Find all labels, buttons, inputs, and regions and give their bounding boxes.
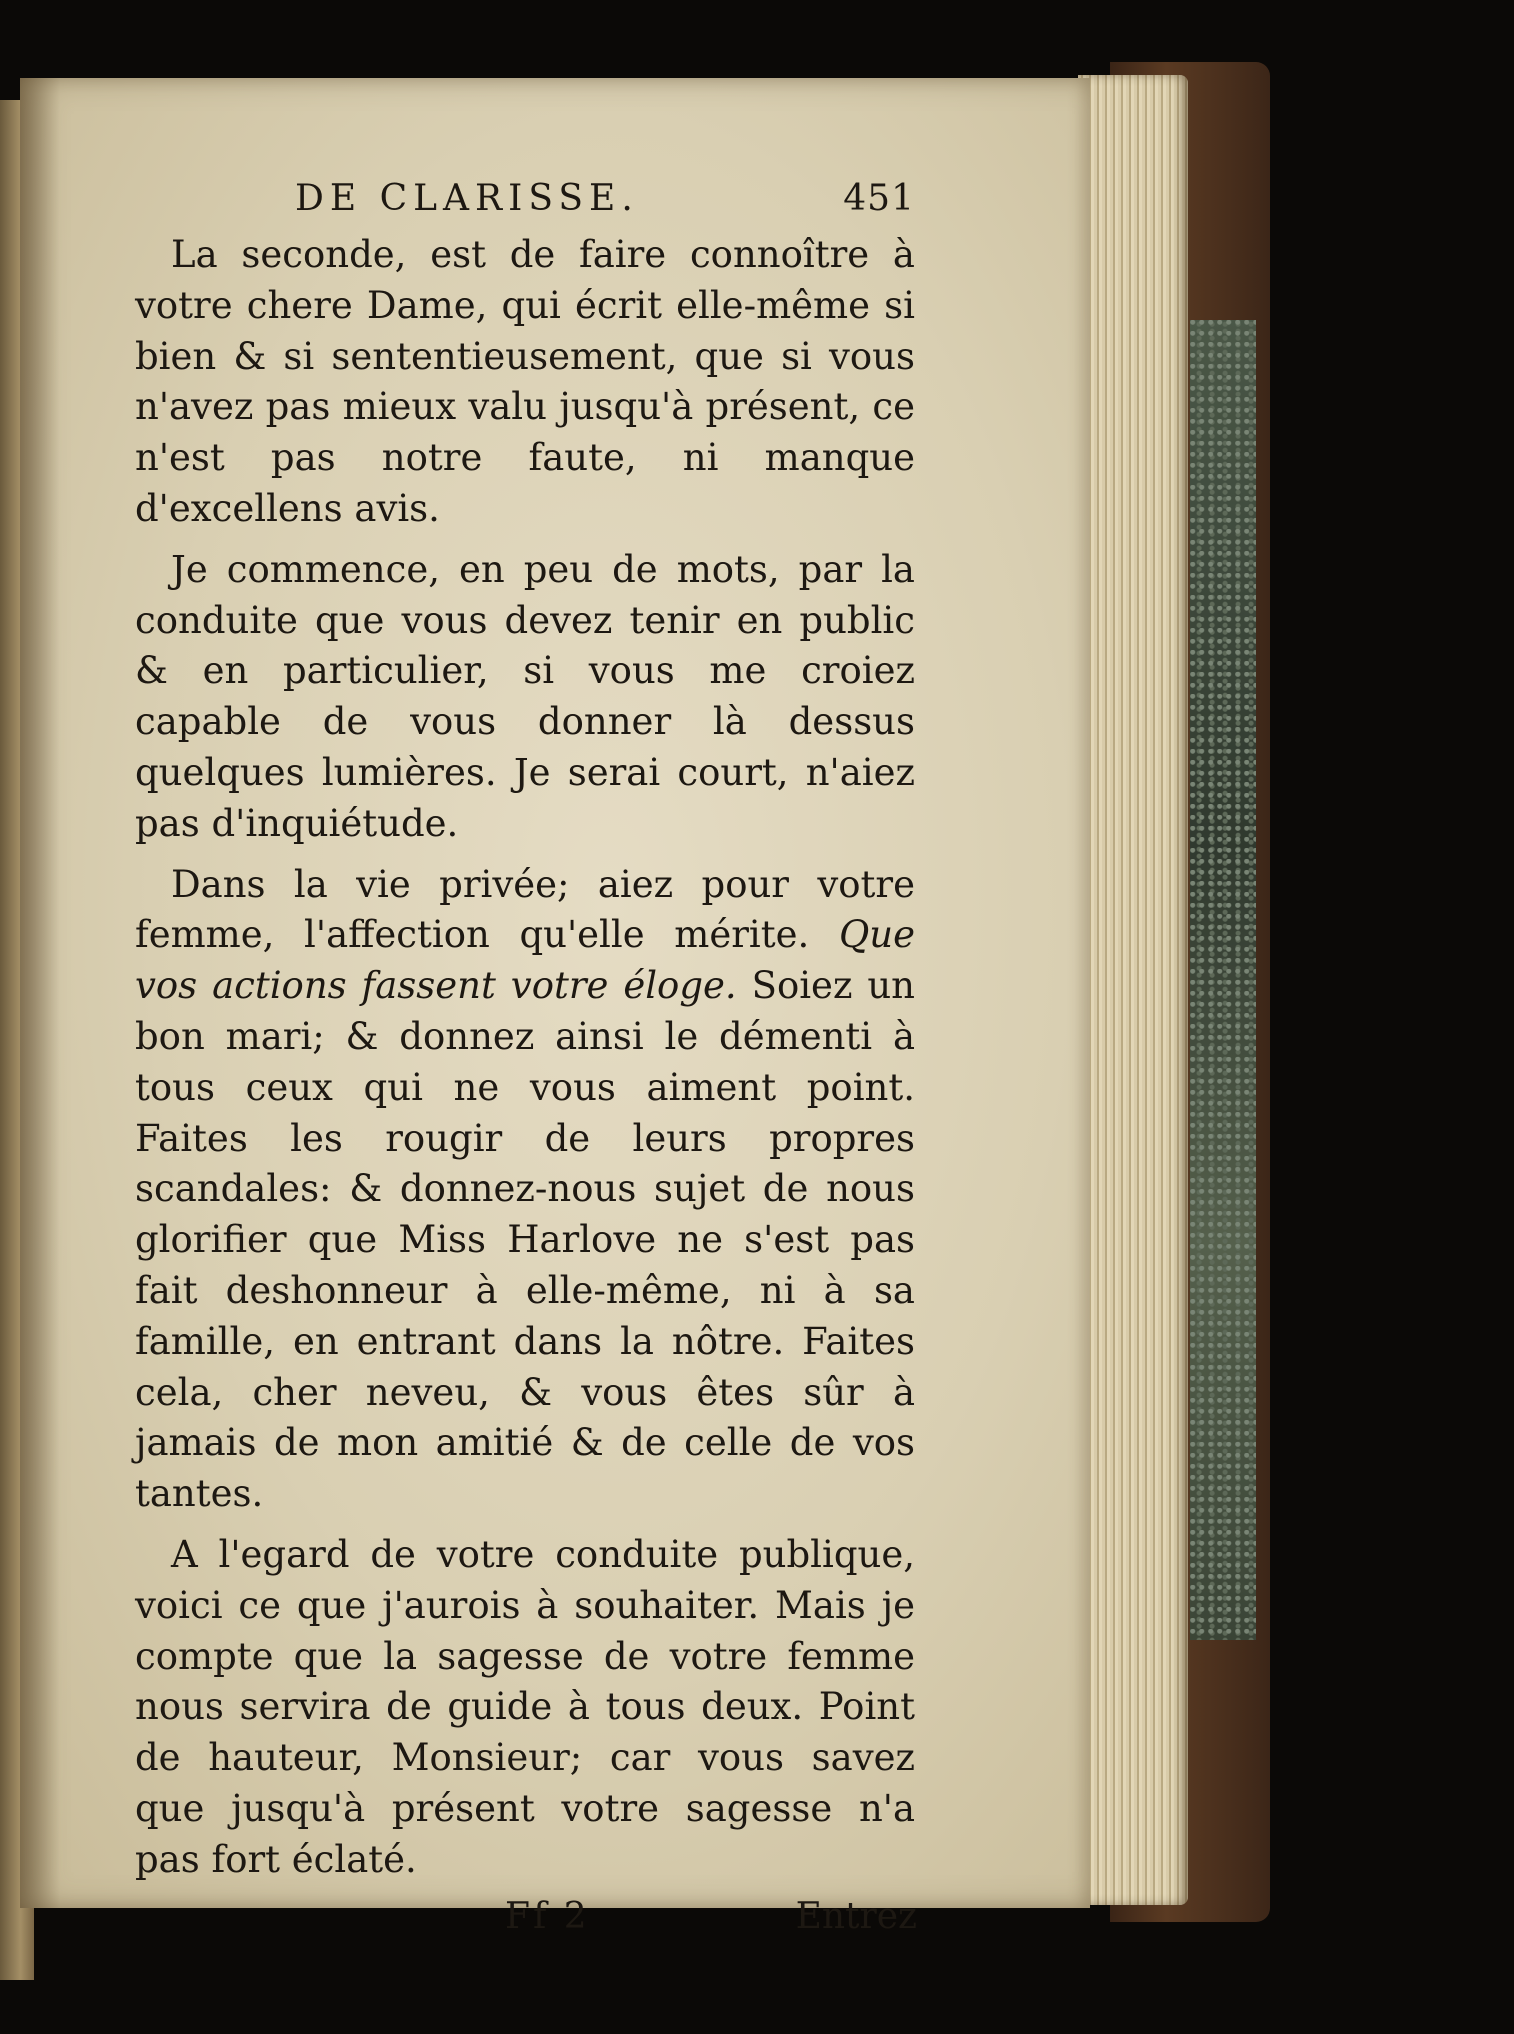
running-title: DE CLARISSE. [295, 178, 639, 219]
marbled-board [1190, 320, 1256, 1640]
catchword: Entrez [795, 1895, 917, 1937]
page-footer [135, 1896, 915, 1952]
signature-mark: Ff 2 [505, 1895, 590, 1937]
page-number: 451 [843, 178, 915, 219]
paragraph-4: A l'egard de votre conduite publique, voici ce que j'aurois à souhaiter. Mais je compte que la sagesse de votre femme nous servira de guide à tous deux. Point de hauteur, Monsieur; car vous savez que jusqu'à présent votre sagesse n'a pas fort éclaté. [135, 1532, 915, 1881]
paragraph-3-before: Dans la vie privée; aiez pour votre femme, l'affection qu'elle mérite. [135, 862, 915, 957]
paragraph-3 [135, 860, 915, 1520]
running-head [135, 178, 915, 230]
paragraph-3-after: Soiez un bon mari; & donnez ainsi le démenti à tous ceux qui ne vous aiment point. Faites les rougir de leurs propres scandales: & donnez-nous sujet de nous glorifier que Miss Harlove ne s'est pas fait deshonneur à elle-même, ni à sa famille, en entrant dans la nôtre. Faites cela, cher neveu, & vous êtes sûr à jamais de mon amitié & de celle de vos tantes. [135, 964, 916, 1516]
paragraph-2: Je commence, en peu de mots, par la conduite que vous devez tenir en public & en particulier, si vous me croiez capable de vous donner là dessus quelques lumières. Je serai court, n'aiez pas d'inquiétude. [135, 547, 915, 845]
paragraph-3-italic: Que vos actions fassent votre éloge. [135, 913, 915, 1008]
page-text-block [135, 178, 915, 1952]
paragraph-1: La seconde, est de faire connoître à votre chere Dame, qui écrit elle-même si bien & si sententieusement, que si vous n'avez pas mieux valu jusqu'à présent, ce n'est pas notre faute, ni manque d'excellens avis. [135, 233, 915, 530]
page-gutter-shadow [20, 78, 60, 1908]
page-edges [1078, 75, 1188, 1905]
